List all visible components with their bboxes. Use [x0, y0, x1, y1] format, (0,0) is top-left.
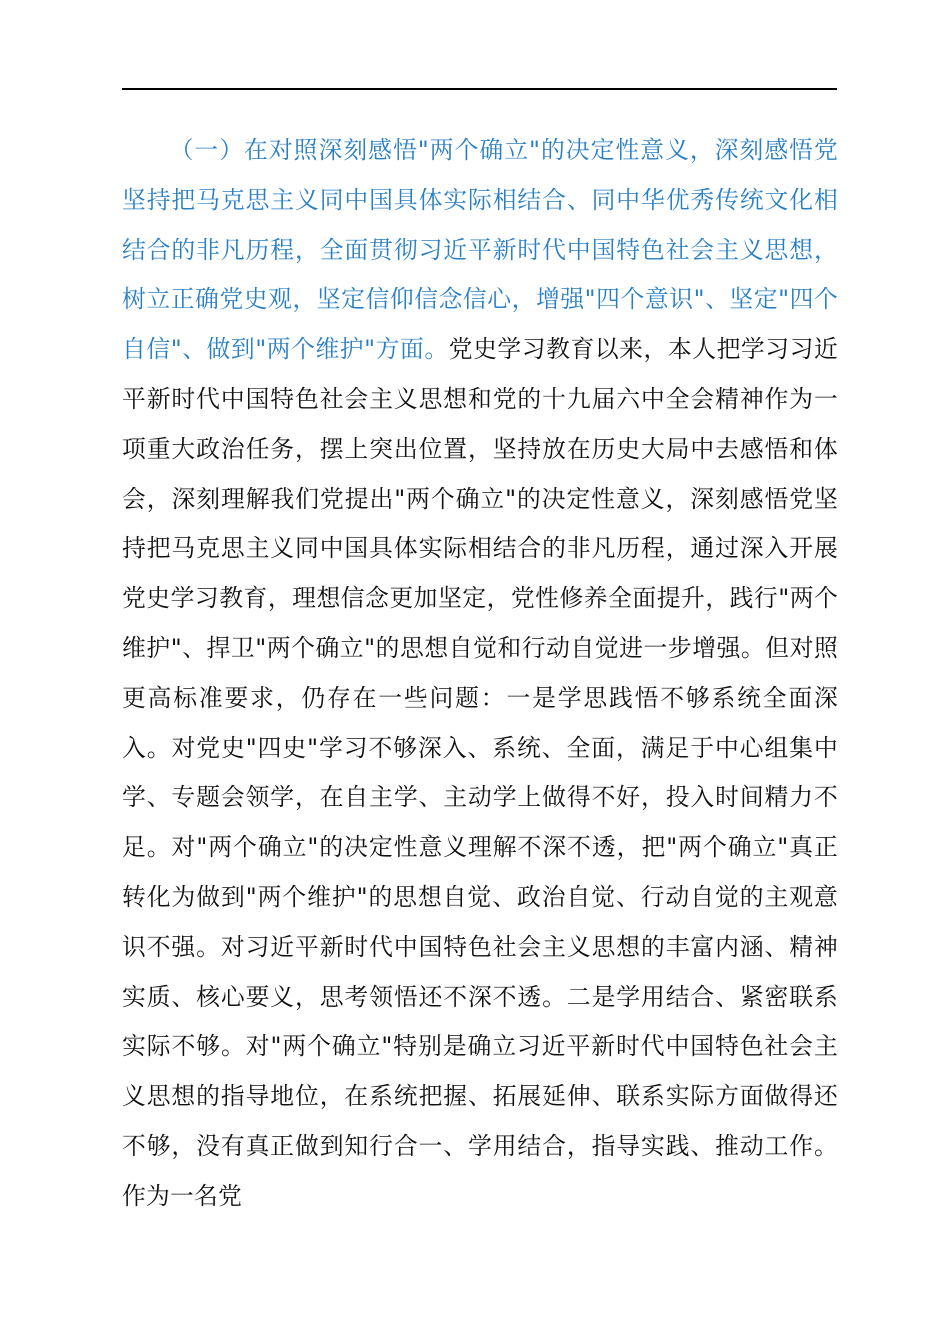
- header-rule: [122, 88, 837, 90]
- section-heading: （一）在对照深刻感悟"两个确立"的决定性意义，深刻感悟党坚持把马克思主义同中国具体实际相结合、同中华优秀传统文化相结合的非凡历程，全面贯彻习近平新时代中国特色社会主义思想，树立正确党史观，坚定信仰信念信心，增强"四个意识"、坚定"四个自信"、做到"两个维护"方面。: [122, 136, 838, 364]
- paragraph-text: 党史学习教育以来，本人把学习习近平新时代中国特色社会主义思想和党的十九届六中全会精神作为一项重大政治任务，摆上突出位置，坚持放在历史大局中去感悟和体会，深刻理解我们党提出"两个确立"的决定性意义，深刻感悟党坚持把马克思主义同中国具体实际相结合的非凡历程，通过深入开展党史学习教育，理想信念更加坚定，党性修养全面提升，践行"两个维护"、捍卫"两个确立"的思想自觉和行动自觉进一步增强。但对照更高标准要求，仍存在一些问题：一是学思践悟不够系统全面深入。对党史"四史"学习不够深入、系统、全面，满足于中心组集中学、专题会领学，在自主学、主动学上做得不好，投入时间精力不足。对"两个确立"的决定性意义理解不深不透，把"两个确立"真正转化为做到"两个维护"的思想自觉、政治自觉、行动自觉的主观意识不强。对习近平新时代中国特色社会主义思想的丰富内涵、精神实质、核心要义，思考领悟还不深不透。二是学用结合、紧密联系实际不够。对"两个确立"特别是确立习近平新时代中国特色社会主义思想的指导地位，在系统把握、拓展延伸、联系实际方面做得还不够，没有真正做到知行合一、学用结合，指导实践、推动工作。作为一名党: [122, 335, 838, 1210]
- body-paragraph: [122, 126, 838, 1222]
